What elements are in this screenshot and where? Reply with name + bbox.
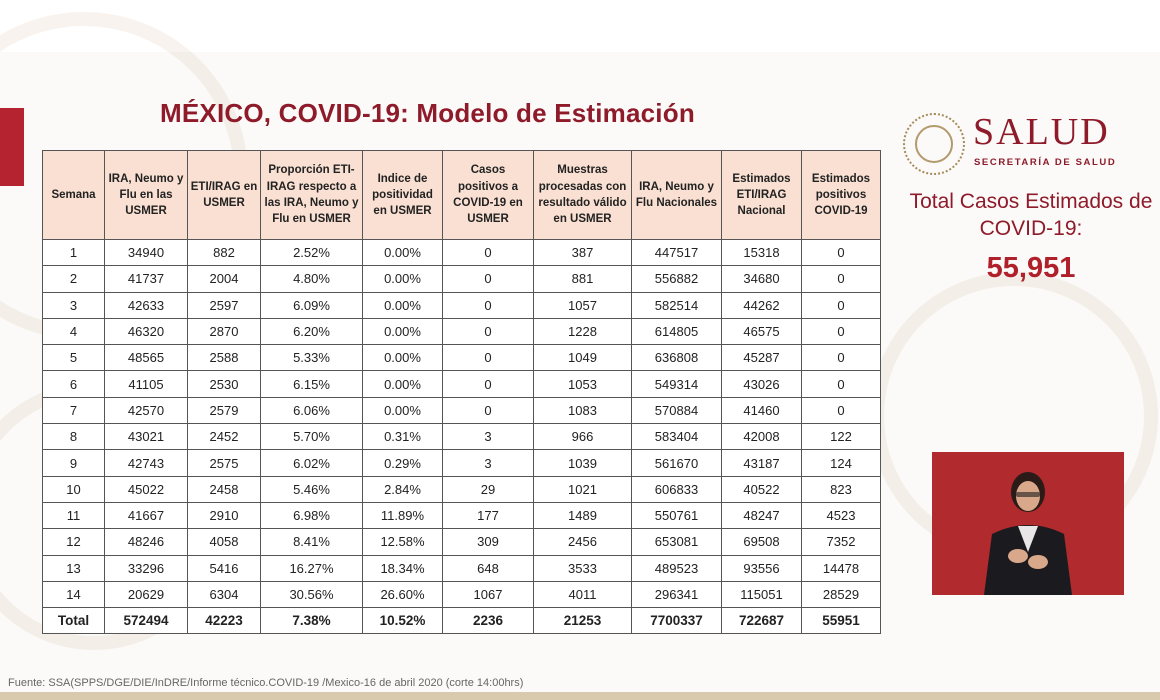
table-cell: 2458 (188, 476, 261, 502)
table-cell: 2456 (534, 529, 632, 555)
table-cell: 41460 (722, 397, 802, 423)
table-cell: 0 (802, 266, 881, 292)
table-cell: 3533 (534, 555, 632, 581)
table-cell: 0 (443, 345, 534, 371)
table-cell: 0.00% (363, 240, 443, 266)
week-cell: 11 (43, 502, 105, 528)
table-cell: 46320 (105, 318, 188, 344)
table-cell: 2588 (188, 345, 261, 371)
table-cell: 1057 (534, 292, 632, 318)
table-header-row (43, 151, 881, 240)
bottom-strip (0, 692, 1160, 700)
table-cell: 0 (802, 292, 881, 318)
total-cell: 42223 (188, 608, 261, 634)
table-cell: 1067 (443, 581, 534, 607)
table-cell: 0 (802, 345, 881, 371)
table-cell: 3 (443, 450, 534, 476)
table-cell: 1039 (534, 450, 632, 476)
table-cell: 42570 (105, 397, 188, 423)
table-cell: 966 (534, 424, 632, 450)
table-row (43, 581, 881, 607)
table-cell: 12.58% (363, 529, 443, 555)
col-header-estimados-eti: Estimados ETI/IRAG Nacional (722, 151, 802, 240)
col-header-positividad: Indice de positividad en USMER (363, 151, 443, 240)
table-cell: 823 (802, 476, 881, 502)
table-cell: 45022 (105, 476, 188, 502)
interpreter-video-icon (932, 452, 1124, 595)
table-cell: 0.00% (363, 345, 443, 371)
table-cell: 387 (534, 240, 632, 266)
table-row (43, 371, 881, 397)
table-cell: 2004 (188, 266, 261, 292)
table-cell: 2870 (188, 318, 261, 344)
table-row (43, 529, 881, 555)
source-footnote: Fuente: SSA(SPPS/DGE/DIE/InDRE/Informe técnico.COVID-19 /Mexico-16 de abril 2020 (corte 14:00hrs) (8, 677, 524, 689)
table-cell: 1489 (534, 502, 632, 528)
week-cell: 2 (43, 266, 105, 292)
table-cell: 18.34% (363, 555, 443, 581)
table-cell: 6304 (188, 581, 261, 607)
table-cell: 93556 (722, 555, 802, 581)
table-cell: 115051 (722, 581, 802, 607)
week-cell: 10 (43, 476, 105, 502)
table-row (43, 292, 881, 318)
table-row (43, 450, 881, 476)
table-cell: 550761 (632, 502, 722, 528)
col-header-casos-positivos: Casos positivos a COVID-19 en USMER (443, 151, 534, 240)
table-cell: 1049 (534, 345, 632, 371)
table-cell: 48565 (105, 345, 188, 371)
table-row (43, 318, 881, 344)
brand-logo: SALUD (973, 111, 1110, 153)
table-cell: 4523 (802, 502, 881, 528)
table-row (43, 502, 881, 528)
total-cell: 10.52% (363, 608, 443, 634)
week-cell: 9 (43, 450, 105, 476)
week-cell: 13 (43, 555, 105, 581)
table-cell: 28529 (802, 581, 881, 607)
table-total-row (43, 608, 881, 634)
table-cell: 2597 (188, 292, 261, 318)
total-cell: 572494 (105, 608, 188, 634)
table-cell: 309 (443, 529, 534, 555)
table-cell: 43187 (722, 450, 802, 476)
table-cell: 606833 (632, 476, 722, 502)
week-cell: 5 (43, 345, 105, 371)
table-cell: 8.41% (261, 529, 363, 555)
table-cell: 549314 (632, 371, 722, 397)
table-cell: 0.00% (363, 266, 443, 292)
table-cell: 2579 (188, 397, 261, 423)
total-cell: 2236 (443, 608, 534, 634)
table-cell: 6.98% (261, 502, 363, 528)
table-cell: 48246 (105, 529, 188, 555)
table-cell: 1053 (534, 371, 632, 397)
table-cell: 45287 (722, 345, 802, 371)
table-row (43, 397, 881, 423)
col-header-muestras: Muestras procesadas con resultado válido en USMER (534, 151, 632, 240)
table-cell: 2575 (188, 450, 261, 476)
table-cell: 5416 (188, 555, 261, 581)
table-cell: 41737 (105, 266, 188, 292)
table-cell: 44262 (722, 292, 802, 318)
table-cell: 583404 (632, 424, 722, 450)
table-cell: 40522 (722, 476, 802, 502)
table-cell: 2.52% (261, 240, 363, 266)
table-body (43, 240, 881, 608)
table-cell: 3 (443, 424, 534, 450)
table-cell: 0 (802, 240, 881, 266)
table-cell: 46575 (722, 318, 802, 344)
table-cell: 296341 (632, 581, 722, 607)
week-cell: 3 (43, 292, 105, 318)
side-accent-bar (0, 108, 24, 186)
table-cell: 5.70% (261, 424, 363, 450)
total-cell: 7.38% (261, 608, 363, 634)
table-cell: 636808 (632, 345, 722, 371)
table-cell: 30.56% (261, 581, 363, 607)
table-cell: 0.00% (363, 397, 443, 423)
table-cell: 5.33% (261, 345, 363, 371)
table-cell: 582514 (632, 292, 722, 318)
table-cell: 0.00% (363, 371, 443, 397)
col-header-proporcion: Proporción ETI-IRAG respecto a las IRA, Neumo y Flu en USMER (261, 151, 363, 240)
table-cell: 7352 (802, 529, 881, 555)
week-cell: 4 (43, 318, 105, 344)
table-cell: 2.84% (363, 476, 443, 502)
week-cell: 14 (43, 581, 105, 607)
table-cell: 43021 (105, 424, 188, 450)
table-cell: 43026 (722, 371, 802, 397)
table-cell: 0 (443, 292, 534, 318)
table-cell: 0.00% (363, 318, 443, 344)
col-header-ira-usmer: IRA, Neumo y Flu en las USMER (105, 151, 188, 240)
table-cell: 1021 (534, 476, 632, 502)
table-cell: 2910 (188, 502, 261, 528)
table-cell: 16.27% (261, 555, 363, 581)
table-cell: 42008 (722, 424, 802, 450)
col-header-ira-nacionales: IRA, Neumo y Flu Nacionales (632, 151, 722, 240)
week-cell: 1 (43, 240, 105, 266)
week-cell: 12 (43, 529, 105, 555)
table-row (43, 555, 881, 581)
table-cell: 48247 (722, 502, 802, 528)
table-cell: 34940 (105, 240, 188, 266)
table-cell: 6.15% (261, 371, 363, 397)
table-cell: 0.29% (363, 450, 443, 476)
brand-subtitle: SECRETARÍA DE SALUD (974, 157, 1117, 168)
table-cell: 0 (443, 397, 534, 423)
week-cell: 8 (43, 424, 105, 450)
table-cell: 6.20% (261, 318, 363, 344)
table-cell: 556882 (632, 266, 722, 292)
table-cell: 648 (443, 555, 534, 581)
table-cell: 4058 (188, 529, 261, 555)
table-cell: 41105 (105, 371, 188, 397)
table-cell: 0.31% (363, 424, 443, 450)
total-cell: 21253 (534, 608, 632, 634)
total-cell: 722687 (722, 608, 802, 634)
table-cell: 122 (802, 424, 881, 450)
mexico-seal-icon (903, 113, 965, 175)
col-header-estimados-positivos: Estimados positivos COVID-19 (802, 151, 881, 240)
table-cell: 177 (443, 502, 534, 528)
table-cell: 20629 (105, 581, 188, 607)
table-cell: 41667 (105, 502, 188, 528)
seal-eagle-emblem (915, 125, 953, 163)
table-cell: 0 (443, 371, 534, 397)
table-cell: 0 (443, 318, 534, 344)
table-cell: 0 (802, 318, 881, 344)
table-row (43, 266, 881, 292)
table-row (43, 240, 881, 266)
table-cell: 0 (443, 266, 534, 292)
table-cell: 0.00% (363, 292, 443, 318)
table-cell: 11.89% (363, 502, 443, 528)
slide-title: MÉXICO, COVID-19: Modelo de Estimación (160, 98, 695, 128)
table-cell: 2452 (188, 424, 261, 450)
table-cell: 15318 (722, 240, 802, 266)
table-cell: 1083 (534, 397, 632, 423)
table-cell: 69508 (722, 529, 802, 555)
table-cell: 0 (802, 371, 881, 397)
table-cell: 447517 (632, 240, 722, 266)
table-cell: 1228 (534, 318, 632, 344)
table-cell: 0 (802, 397, 881, 423)
table-cell: 6.02% (261, 450, 363, 476)
table-row (43, 476, 881, 502)
table-cell: 881 (534, 266, 632, 292)
table-cell: 882 (188, 240, 261, 266)
week-cell: 6 (43, 371, 105, 397)
table-cell: 42633 (105, 292, 188, 318)
total-estimate-label: Total Casos Estimados de COVID-19: (909, 190, 1153, 241)
interpreter-figure (932, 452, 1124, 595)
table-cell: 34680 (722, 266, 802, 292)
table-cell: 4011 (534, 581, 632, 607)
table-cell: 614805 (632, 318, 722, 344)
week-cell: 7 (43, 397, 105, 423)
table-cell: 561670 (632, 450, 722, 476)
table-cell: 29 (443, 476, 534, 502)
table-cell: 14478 (802, 555, 881, 581)
table-cell: 2530 (188, 371, 261, 397)
col-header-eti-irag-usmer: ETI/IRAG en USMER (188, 151, 261, 240)
table-cell: 5.46% (261, 476, 363, 502)
table-cell: 570884 (632, 397, 722, 423)
total-cell: Total (43, 608, 105, 634)
table-cell: 653081 (632, 529, 722, 555)
total-cell: 7700337 (632, 608, 722, 634)
col-header-semana: Semana (43, 151, 105, 240)
table-cell: 0 (443, 240, 534, 266)
total-cell: 55951 (802, 608, 881, 634)
table-cell: 489523 (632, 555, 722, 581)
table-cell: 6.06% (261, 397, 363, 423)
table-cell: 33296 (105, 555, 188, 581)
table-cell: 42743 (105, 450, 188, 476)
table-cell: 6.09% (261, 292, 363, 318)
table-row (43, 424, 881, 450)
table-row (43, 345, 881, 371)
table-cell: 26.60% (363, 581, 443, 607)
table-cell: 4.80% (261, 266, 363, 292)
table-cell: 124 (802, 450, 881, 476)
total-estimate-value: 55,951 (986, 252, 1076, 284)
estimation-table (42, 150, 881, 634)
